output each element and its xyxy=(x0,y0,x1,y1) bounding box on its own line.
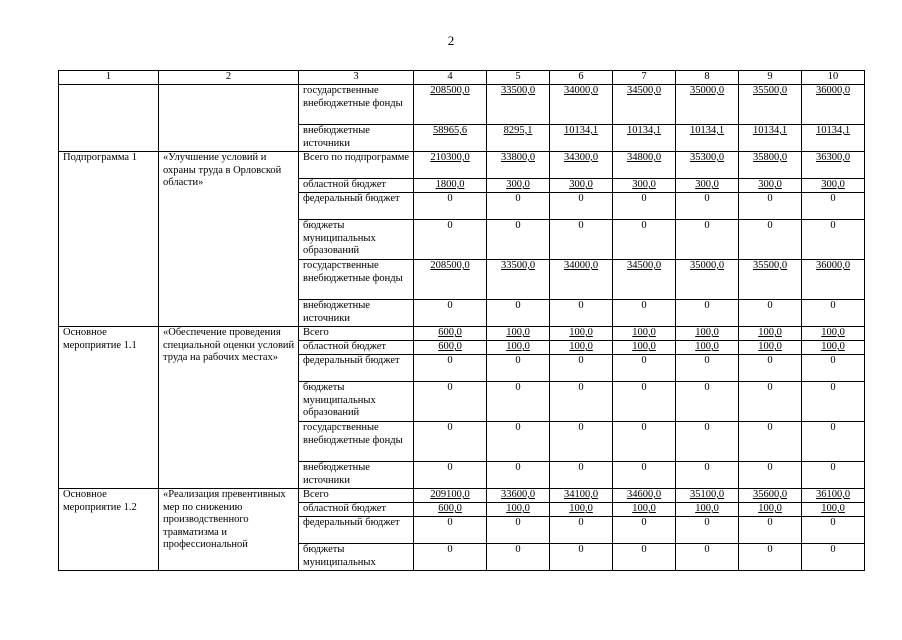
value-cell: 0 xyxy=(487,382,550,422)
funding-source-cell: Всего xyxy=(299,489,414,503)
value-cell: 209100,0 xyxy=(414,489,487,503)
funding-source-cell: федеральный бюджет xyxy=(299,193,414,220)
value-cell: 100,0 xyxy=(550,327,613,341)
value-cell: 0 xyxy=(550,355,613,382)
header-cell: 1 xyxy=(59,71,159,85)
value-cell: 0 xyxy=(802,544,865,571)
value-cell: 0 xyxy=(802,300,865,327)
status-cell: Основное мероприятие 1.1 xyxy=(59,327,159,489)
value-cell: 34000,0 xyxy=(550,260,613,300)
value-cell: 0 xyxy=(676,220,739,260)
header-cell: 8 xyxy=(676,71,739,85)
value-cell: 35500,0 xyxy=(739,260,802,300)
header-cell: 2 xyxy=(159,71,299,85)
header-cell: 7 xyxy=(613,71,676,85)
status-cell: Основное мероприятие 1.2 xyxy=(59,489,159,571)
value-cell: 100,0 xyxy=(487,327,550,341)
funding-source-cell: бюджеты муниципальных образований xyxy=(299,382,414,422)
value-cell: 10134,1 xyxy=(550,125,613,152)
funding-source-cell: областной бюджет xyxy=(299,503,414,517)
value-cell: 100,0 xyxy=(676,341,739,355)
value-cell: 0 xyxy=(739,382,802,422)
value-cell: 100,0 xyxy=(613,327,676,341)
value-cell: 0 xyxy=(739,517,802,544)
value-cell: 0 xyxy=(550,462,613,489)
value-cell: 300,0 xyxy=(739,179,802,193)
funding-source-cell: бюджеты муниципальных xyxy=(299,544,414,571)
value-cell: 100,0 xyxy=(802,341,865,355)
funding-source-cell: федеральный бюджет xyxy=(299,355,414,382)
value-cell: 33500,0 xyxy=(487,85,550,125)
value-cell: 100,0 xyxy=(676,327,739,341)
value-cell: 35000,0 xyxy=(676,85,739,125)
funding-source-cell: внебюджетные источники xyxy=(299,300,414,327)
value-cell: 34500,0 xyxy=(613,85,676,125)
value-cell: 0 xyxy=(414,300,487,327)
value-cell: 300,0 xyxy=(487,179,550,193)
value-cell: 58965,6 xyxy=(414,125,487,152)
budget-table xyxy=(58,70,865,571)
value-cell: 34500,0 xyxy=(613,260,676,300)
value-cell: 600,0 xyxy=(414,503,487,517)
value-cell: 0 xyxy=(739,462,802,489)
value-cell: 36000,0 xyxy=(802,260,865,300)
value-cell: 0 xyxy=(487,355,550,382)
funding-source-cell: Всего по подпрограмме xyxy=(299,152,414,179)
value-cell: 0 xyxy=(676,355,739,382)
value-cell: 0 xyxy=(414,355,487,382)
value-cell: 35600,0 xyxy=(739,489,802,503)
value-cell: 0 xyxy=(414,462,487,489)
funding-source-cell: внебюджетные источники xyxy=(299,125,414,152)
funding-source-cell: Всего xyxy=(299,327,414,341)
name-cell: «Обеспечение проведения специальной оценки условий труда на рабочих местах» xyxy=(159,327,299,489)
value-cell: 0 xyxy=(613,382,676,422)
value-cell: 0 xyxy=(550,300,613,327)
value-cell: 0 xyxy=(613,193,676,220)
value-cell: 33600,0 xyxy=(487,489,550,503)
value-cell: 0 xyxy=(613,544,676,571)
value-cell: 0 xyxy=(414,517,487,544)
value-cell: 0 xyxy=(550,422,613,462)
value-cell: 35300,0 xyxy=(676,152,739,179)
value-cell: 34800,0 xyxy=(613,152,676,179)
value-cell: 100,0 xyxy=(550,341,613,355)
value-cell: 208500,0 xyxy=(414,260,487,300)
value-cell: 0 xyxy=(739,193,802,220)
value-cell: 0 xyxy=(802,422,865,462)
value-cell: 300,0 xyxy=(802,179,865,193)
value-cell: 300,0 xyxy=(550,179,613,193)
value-cell: 35100,0 xyxy=(676,489,739,503)
value-cell: 600,0 xyxy=(414,327,487,341)
value-cell: 0 xyxy=(613,300,676,327)
value-cell: 100,0 xyxy=(613,503,676,517)
value-cell: 100,0 xyxy=(676,503,739,517)
value-cell: 0 xyxy=(414,382,487,422)
value-cell: 0 xyxy=(487,422,550,462)
value-cell: 100,0 xyxy=(802,503,865,517)
value-cell: 0 xyxy=(550,544,613,571)
value-cell: 35500,0 xyxy=(739,85,802,125)
value-cell: 100,0 xyxy=(550,503,613,517)
value-cell: 0 xyxy=(613,462,676,489)
value-cell: 0 xyxy=(550,382,613,422)
value-cell: 0 xyxy=(739,300,802,327)
value-cell: 0 xyxy=(802,382,865,422)
value-cell: 0 xyxy=(613,517,676,544)
value-cell: 100,0 xyxy=(739,341,802,355)
value-cell: 35800,0 xyxy=(739,152,802,179)
value-cell: 0 xyxy=(739,544,802,571)
value-cell: 0 xyxy=(487,517,550,544)
funding-source-cell: областной бюджет xyxy=(299,341,414,355)
value-cell: 33500,0 xyxy=(487,260,550,300)
value-cell: 600,0 xyxy=(414,341,487,355)
value-cell: 33800,0 xyxy=(487,152,550,179)
funding-source-cell: областной бюджет xyxy=(299,179,414,193)
value-cell: 0 xyxy=(676,544,739,571)
value-cell: 10134,1 xyxy=(802,125,865,152)
name-cell xyxy=(159,85,299,152)
value-cell: 0 xyxy=(739,355,802,382)
value-cell: 300,0 xyxy=(676,179,739,193)
value-cell: 36100,0 xyxy=(802,489,865,503)
value-cell: 0 xyxy=(676,517,739,544)
value-cell: 100,0 xyxy=(613,341,676,355)
funding-source-cell: федеральный бюджет xyxy=(299,517,414,544)
value-cell: 0 xyxy=(487,462,550,489)
budget-table-body xyxy=(59,71,865,571)
header-cell: 10 xyxy=(802,71,865,85)
status-cell xyxy=(59,85,159,152)
value-cell: 0 xyxy=(676,382,739,422)
value-cell: 0 xyxy=(550,517,613,544)
value-cell: 0 xyxy=(414,544,487,571)
value-cell: 34600,0 xyxy=(613,489,676,503)
value-cell: 0 xyxy=(550,193,613,220)
value-cell: 0 xyxy=(676,422,739,462)
value-cell: 34300,0 xyxy=(550,152,613,179)
value-cell: 0 xyxy=(550,220,613,260)
name-cell: «Реализация превентивных мер по снижению производственного травматизма и профессиональной xyxy=(159,489,299,571)
funding-source-cell: государственные внебюджетные фонды xyxy=(299,422,414,462)
header-cell: 4 xyxy=(414,71,487,85)
value-cell: 36300,0 xyxy=(802,152,865,179)
table-row xyxy=(59,327,865,341)
value-cell: 0 xyxy=(414,422,487,462)
funding-source-cell: бюджеты муниципальных образований xyxy=(299,220,414,260)
value-cell: 100,0 xyxy=(739,503,802,517)
value-cell: 0 xyxy=(676,193,739,220)
value-cell: 0 xyxy=(613,355,676,382)
value-cell: 0 xyxy=(414,220,487,260)
value-cell: 0 xyxy=(676,462,739,489)
value-cell: 34000,0 xyxy=(550,85,613,125)
value-cell: 0 xyxy=(802,355,865,382)
value-cell: 0 xyxy=(613,422,676,462)
value-cell: 8295,1 xyxy=(487,125,550,152)
value-cell: 0 xyxy=(739,422,802,462)
name-cell: «Улучшение условий и охраны труда в Орловской области» xyxy=(159,152,299,327)
value-cell: 208500,0 xyxy=(414,85,487,125)
value-cell: 100,0 xyxy=(739,327,802,341)
value-cell: 34100,0 xyxy=(550,489,613,503)
value-cell: 36000,0 xyxy=(802,85,865,125)
table-row xyxy=(59,85,865,125)
value-cell: 0 xyxy=(487,300,550,327)
funding-source-cell: государственные внебюджетные фонды xyxy=(299,260,414,300)
value-cell: 0 xyxy=(802,462,865,489)
funding-source-cell: государственные внебюджетные фонды xyxy=(299,85,414,125)
table-row xyxy=(59,489,865,503)
value-cell: 0 xyxy=(739,220,802,260)
value-cell: 10134,1 xyxy=(739,125,802,152)
value-cell: 0 xyxy=(487,193,550,220)
status-cell: Подпрограмма 1 xyxy=(59,152,159,327)
value-cell: 0 xyxy=(487,544,550,571)
value-cell: 0 xyxy=(802,220,865,260)
value-cell: 10134,1 xyxy=(613,125,676,152)
header-cell: 3 xyxy=(299,71,414,85)
value-cell: 0 xyxy=(676,300,739,327)
table-row xyxy=(59,152,865,179)
value-cell: 0 xyxy=(414,193,487,220)
value-cell: 300,0 xyxy=(613,179,676,193)
value-cell: 210300,0 xyxy=(414,152,487,179)
header-cell: 5 xyxy=(487,71,550,85)
value-cell: 100,0 xyxy=(802,327,865,341)
value-cell: 0 xyxy=(487,220,550,260)
page-number: 2 xyxy=(447,33,455,48)
header-cell: 9 xyxy=(739,71,802,85)
value-cell: 0 xyxy=(802,517,865,544)
value-cell: 100,0 xyxy=(487,341,550,355)
value-cell: 0 xyxy=(613,220,676,260)
header-row xyxy=(59,71,865,85)
header-cell: 6 xyxy=(550,71,613,85)
value-cell: 100,0 xyxy=(487,503,550,517)
value-cell: 35000,0 xyxy=(676,260,739,300)
funding-source-cell: внебюджетные источники xyxy=(299,462,414,489)
value-cell: 0 xyxy=(802,193,865,220)
value-cell: 1800,0 xyxy=(414,179,487,193)
value-cell: 10134,1 xyxy=(676,125,739,152)
